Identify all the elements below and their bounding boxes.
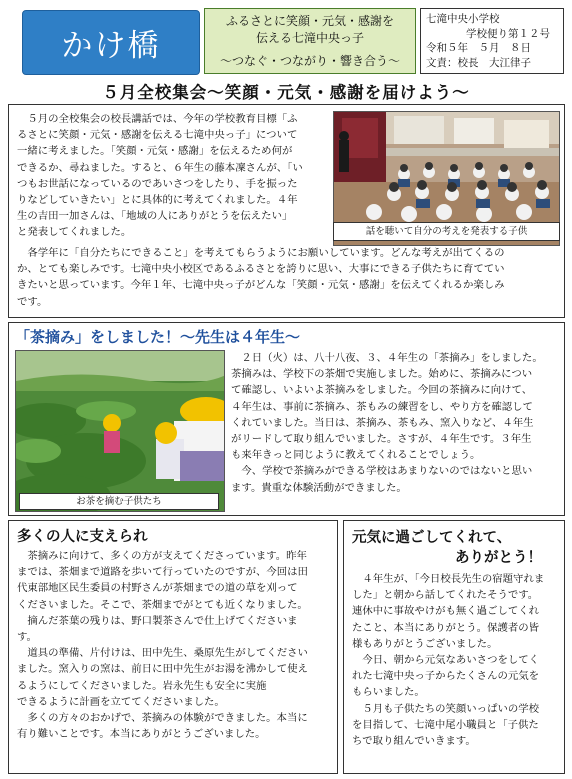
thanks-title-line-2: ありがとう！	[455, 550, 542, 566]
s4-line-7: もらいました。	[352, 686, 425, 699]
thanks-title-line-1: 元気に過ごしてくれて、	[352, 530, 512, 546]
s1-line-7: と発表してくれました。	[17, 226, 132, 239]
issue-number: 学校便り第１２号	[466, 27, 550, 40]
s3-line-9: できるように計画を立ててくださいました。	[17, 695, 225, 708]
newsletter-logo	[22, 10, 200, 75]
s2-line-4: くれていました。当日は、茶摘み、茶もみ、窯入りなど、４年生	[231, 416, 534, 429]
support-title: 多くの人に支えられ	[17, 529, 148, 545]
s3-line-5: す。	[17, 631, 37, 644]
s3-line-2: 代東部地区民生委員の村野さんが茶畑までの道の草を刈って	[17, 582, 298, 595]
s3-line-3: くださいました。そこで、茶畑までがとても近くなりました。	[17, 598, 308, 611]
issue-author: 文責：校長 大江律子	[426, 56, 531, 69]
s2-line-3: ４年生は、事前に茶摘み、茶もみの練習をし、やり方を確認して	[231, 400, 533, 413]
s4-line-10: ちで取り組んでいきます。	[352, 735, 476, 748]
motto-line-2: 伝える七滝中央っ子	[255, 31, 364, 45]
tea-picking-photo-caption: お茶を摘む子供たち	[19, 493, 219, 510]
tea-picking-title: 「茶摘み」をしました！～先生は４年生～	[15, 328, 301, 346]
issue-date: 令和５年 ５月 ８日	[426, 42, 531, 54]
school-motto-box	[204, 8, 416, 74]
s2-line-6: も来年きっと同じように教えてくれることでしょう。	[231, 449, 481, 462]
motto-line-1: ふるさとに笑顔・元気・感謝を	[225, 14, 394, 28]
s4-line-1: した」と朝から話してくれたそうです。	[352, 589, 539, 602]
s4-line-2: 連休中に事故やけがも無く過ごしてくれ	[352, 605, 540, 618]
s3-line-11: 有り難いことです。本当にありがとうございました。	[17, 728, 266, 741]
s1-p2-line-1: か、とても楽しみです。七滝中央小校区であるふるさとを誇りに思い、大事にできる子供たちに育ててい	[17, 263, 505, 276]
s1-line-0: ５月の全校集会の校長講話では、今年の学校教育目標「ふ	[27, 113, 298, 125]
s3-line-8: るようにしてくださいました。岩永先生も安全に実施	[17, 679, 267, 692]
s4-line-6: れた七滝中央っ子からたくさんの元気を	[352, 670, 540, 683]
s3-line-7: ました。窯入りの窯は、前日に田中先生がお湯を沸かして使え	[17, 663, 308, 676]
s4-line-0: ４年生が、「今日校長先生の宿題守れま	[362, 573, 545, 585]
s2-line-5: がリードして取り組んでいました。さすが、４年生です。３年生	[231, 433, 532, 446]
s4-line-5: 今日、朝から元気なあいさつをしてく	[362, 654, 540, 667]
s1-line-6: 生の吉田一加さんは、「地域の人にありがとうを伝えたい」	[17, 210, 293, 223]
s4-line-8: ５月も子供たちの笑顔いっぱいの学校	[362, 702, 540, 715]
s2-line-1: 茶摘みは、学校下の茶畑で実施しました。始めに、茶摘みについ	[231, 368, 533, 381]
main-heading: ５月全校集会～笑顔・元気・感謝を届けよう～	[102, 83, 470, 102]
motto-line-3: ～つなぐ・つながり・響き合う～	[219, 54, 400, 68]
assembly-section	[8, 104, 565, 318]
s3-line-6: 道具の準備、片付けは、田中先生、桑原先生がしてください	[27, 647, 308, 660]
assembly-photo-caption: 話を聴いて自分の考えを発表する子供	[333, 222, 560, 241]
s4-line-4: 様もありがとうございました。	[352, 637, 498, 650]
s1-p2-line-3: です。	[17, 295, 48, 308]
s1-line-2: 一緒に考えました。「笑顔・元気・感謝」を伝えるため何が	[17, 145, 293, 158]
s3-line-1: までは、茶畑まで道路を歩いて行っていたのですが、今回は田	[17, 566, 308, 579]
s1-line-3: できるか、尋ねました。すると、６年生の藤本凜さんが、「い	[17, 161, 303, 174]
s3-line-10: 多くの方々のおかげで、茶摘みの体験ができました。本当に	[27, 712, 308, 725]
s1-line-4: つもお世話になっているのであいさつをしたり、手を振った	[17, 177, 298, 190]
issue-info-box	[420, 8, 564, 74]
tea-picking-section	[8, 322, 565, 516]
school-name: 七滝中央小学校	[426, 13, 500, 25]
s2-line-0: ２日（火）は、八十八夜、３、４年生の「茶摘み」をしました。	[241, 352, 543, 364]
s1-p2-line-0: 各学年に「自分たちにできること」を考えてもらうようにお願いしています。どんな考えが出てくるの	[27, 247, 505, 259]
newsletter-title: かけ橋	[61, 28, 161, 64]
s1-p2-line-2: きたいと思っています。今年１年、七滝中央っ子がどんな「笑顔・元気・感謝」を伝えてくれるか楽しみ	[17, 279, 505, 292]
s2-line-8: ます。貴重な体験活動ができました。	[231, 481, 407, 494]
support-section	[8, 520, 338, 774]
s4-line-3: たこと、本当にありがとう。保護者の皆	[352, 621, 540, 634]
s3-line-4: 摘んだ茶葉の残りは、野口製茶さんで仕上げてくださいま	[27, 614, 298, 627]
tea-picking-photo	[15, 350, 225, 512]
thanks-section	[343, 520, 565, 774]
s2-line-2: て確認し、いよいよ茶摘みをしました。今回の茶摘みに向けて、	[231, 384, 533, 397]
s1-line-1: るさとに笑顔・元気・感謝を伝える七滝中央っ子」について	[17, 129, 298, 142]
s4-line-9: を目指して、七滝中尾小職員と「子供た	[352, 718, 539, 731]
s3-line-0: 茶摘みに向けて、多くの方が支えてくださっています。昨年	[27, 550, 307, 562]
s2-line-7: 今、学校で茶摘みができる学校はあまりないのではないと思い	[241, 465, 533, 478]
s1-line-5: りなどしていきたい」とに具体的に考えてくれました。４年	[17, 194, 298, 207]
